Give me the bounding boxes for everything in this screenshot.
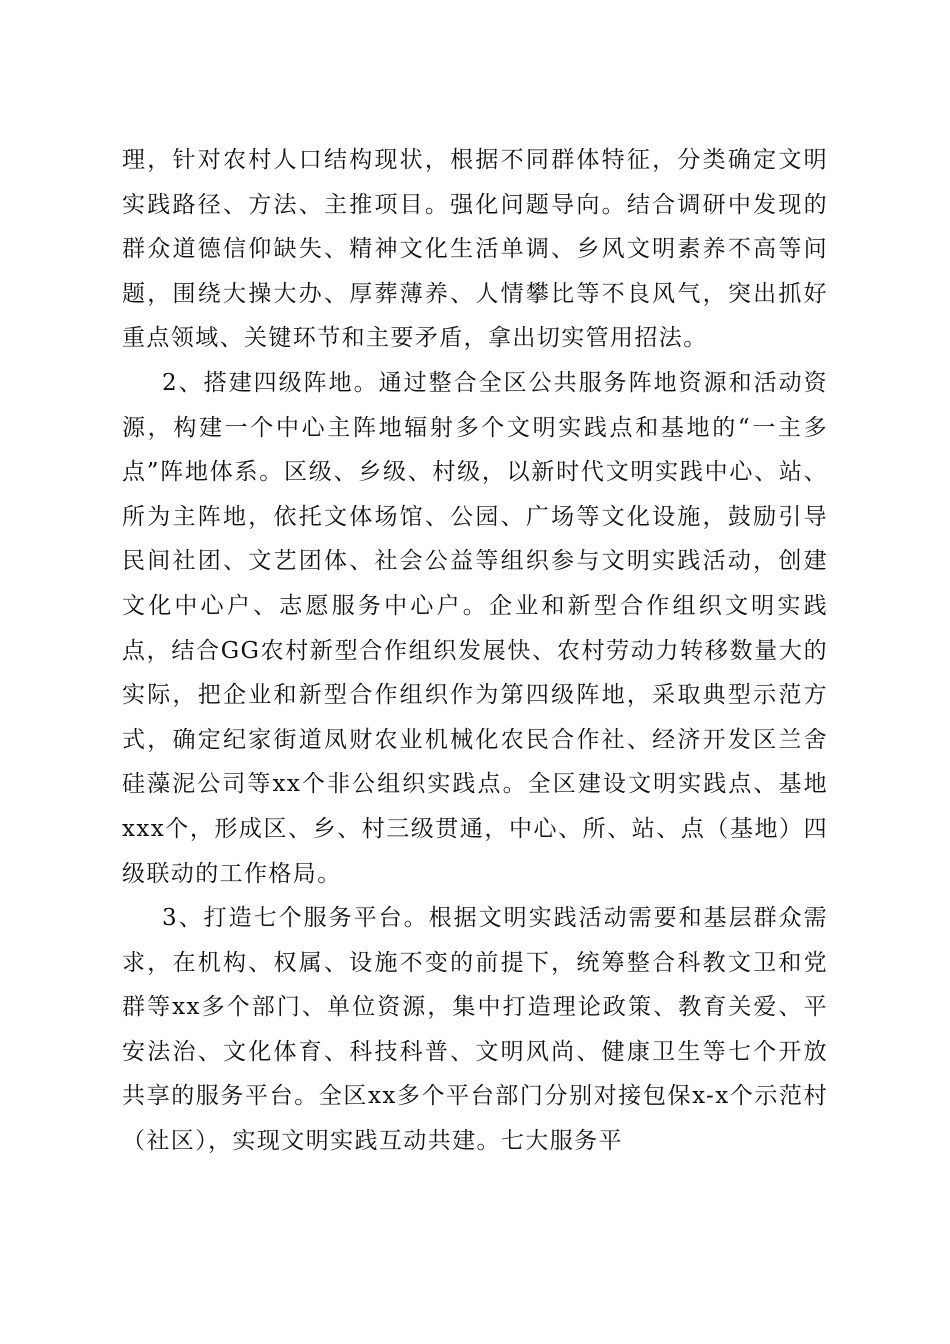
paragraph-continuation: 理，针对农村人口结构现状，根据不同群体特征，分类确定文明实践路径、方法、主推项目。强化问题导向。结合调研中发现的群众道德信仰缺失、精神文化生活单调、乡风文明素养不高等问题，围绕大操大办、厚葬薄养、人情攀比等不良风气，突出抓好重点领域、关键环节和主要矛盾，拿出切实管用招法。: [122, 147, 828, 352]
paragraph-item-3: 3、打造七个服务平台。根据文明实践活动需要和基层群众需求，在机构、权属、设施不变的前提下，统筹整合科教文卫和党群等xx多个部门、单位资源，集中打造理论政策、教育关爱、平安法治、文化体育、科技科普、文明风尚、健康卫生等七个开放共享的服务平台。全区xx多个平台部门分别对接包保x-x个示范村（社区），实现文明实践互动共建。七大服务平: [122, 905, 828, 1155]
document-body: [122, 138, 828, 1164]
paragraph-item-2: 2、搭建四级阵地。通过整合全区公共服务阵地资源和活动资源，构建一个中心主阵地辐射多个文明实践点和基地的“一主多点”阵地体系。区级、乡级、村级，以新时代文明实践中心、站、所为主阵地，依托文体场馆、公园、广场等文化设施，鼓励引导民间社团、文艺团体、社会公益等组织参与文明实践活动，创建文化中心户、志愿服务中心户。企业和新型合作组织文明实践点，结合GG农村新型合作组织发展快、农村劳动力转移数量大的实际，把企业和新型合作组织作为第四级阵地，采取典型示范方式，确定纪家街道凤财农业机械化农民合作社、经济开发区兰舍硅藻泥公司等xx个非公组织实践点。全区建设文明实践点、基地xxx个，形成区、乡、村三级贯通，中心、所、站、点（基地）四级联动的工作格局。: [122, 369, 828, 887]
